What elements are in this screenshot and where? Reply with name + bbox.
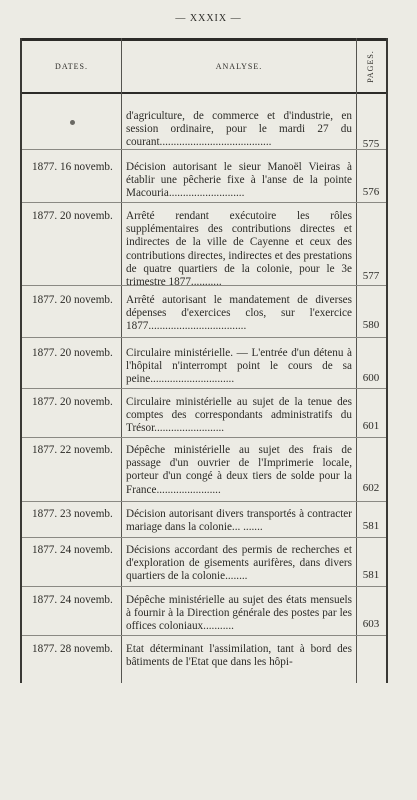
- entry-date: 1877. 20 novemb.: [32, 347, 113, 359]
- entry-page: 602: [362, 482, 380, 494]
- entry-date: 1877. 24 novemb.: [32, 544, 113, 556]
- header-bottom-rule: [22, 92, 386, 94]
- row-separator: [22, 537, 386, 538]
- entry-page: 575: [362, 138, 380, 150]
- entry-analysis: Dépêche ministérielle au sujet des frais de passage d'un ouvrier de l'Imprimerie locale, porteur d'un congé à deux tiers de solde pour la France.......................: [126, 444, 352, 496]
- row-separator: [22, 337, 386, 338]
- entry-date: 1877. 16 novemb.: [32, 161, 113, 173]
- ink-dot: [70, 120, 75, 125]
- row-separator: [22, 285, 386, 286]
- row-separator: [22, 149, 386, 150]
- entry-date: 1877. 22 novemb.: [32, 444, 113, 456]
- entry-date: 1877. 24 novemb.: [32, 594, 113, 606]
- entry-analysis: Etat déterminant l'assimilation, tant à bord des bâtiments de l'Etat que dans les hôpi-: [126, 643, 352, 669]
- entry-date: 1877. 20 novemb.: [32, 210, 113, 222]
- entry-page: 581: [362, 520, 380, 532]
- entry-page: 581: [362, 569, 380, 581]
- entry-date: 1877. 20 novemb.: [32, 396, 113, 408]
- entry-analysis: Arrêté rendant exécutoire les rôles supplémentaires des contributions directes et indirectes de la ville de Cayenne et ceux des contributions directes, indirectes et des prestations de quatre quartiers de la colonie, pour le 3e trimestre 1877...........: [126, 210, 352, 289]
- entry-analysis: Circulaire ministérielle au sujet de la tenue des comptes des correspondants administratifs du Trésor.........................: [126, 396, 352, 435]
- header-pages: [357, 41, 384, 91]
- row-separator: [22, 437, 386, 438]
- row-separator: [22, 501, 386, 502]
- entry-analysis: Décisions accordant des permis de recherches et d'exploration de gisements aurifères, dans divers quartiers de la colonie........: [126, 544, 352, 583]
- entry-date: 1877. 20 novemb.: [32, 294, 113, 306]
- entry-page: 580: [362, 319, 380, 331]
- row-separator: [22, 586, 386, 587]
- entry-page: 603: [362, 618, 380, 630]
- entry-analysis: Décision autorisant divers transportés à contracter mariage dans la colonie... .......: [126, 508, 352, 534]
- entry-page: 576: [362, 186, 380, 198]
- entry-page: 601: [362, 420, 380, 432]
- entry-analysis: Circulaire ministérielle. — L'entrée d'un détenu à l'hôpital n'interrompt point le cours de sa peine..............................: [126, 347, 352, 386]
- entry-analysis: Décision autorisant le sieur Manoël Vieiras à établir une pêcherie fixe à l'anse de la pointe Macouria...........................: [126, 161, 352, 200]
- entry-page: 577: [362, 270, 380, 282]
- row-separator: [22, 635, 386, 636]
- header-analyse: ANALYSE.: [215, 61, 263, 71]
- row-separator: [22, 388, 386, 389]
- entry-analysis: Dépêche ministérielle au sujet des états mensuels à fournir à la Direction générale des postes par les offices coloniaux...........: [126, 594, 352, 633]
- page-folio: — XXXIX —: [175, 13, 242, 24]
- index-table: [20, 38, 388, 683]
- entry-analysis: d'agriculture, de commerce et d'industrie, en session ordinaire, pour le mardi 27 du courant........................................: [126, 110, 352, 149]
- entry-page: 600: [362, 372, 380, 384]
- header-pages-label: PAGES.: [366, 49, 376, 83]
- header-dates: DATES.: [55, 61, 88, 71]
- row-separator: [22, 202, 386, 203]
- entry-date: 1877. 28 novemb.: [32, 643, 113, 655]
- entry-date: 1877. 23 novemb.: [32, 508, 113, 520]
- entry-analysis: Arrêté autorisant le mandatement de diverses dépenses d'exercices clos, sur l'exercice 1877...................................: [126, 294, 352, 333]
